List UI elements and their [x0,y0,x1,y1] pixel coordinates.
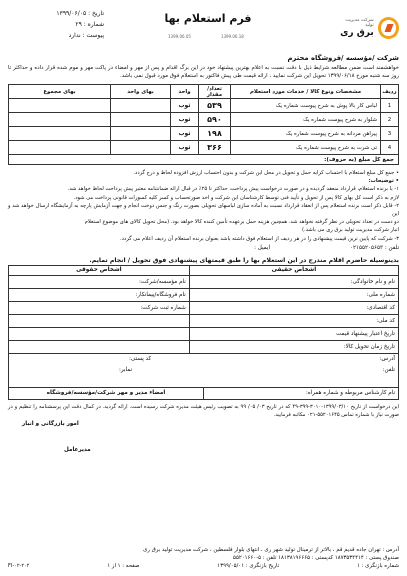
note-line: انبار شرکت مدیریت تولید برق ری می باشد.) [302,227,399,234]
info-field[interactable]: تاریخ زمان تحویل کالا: [189,340,398,353]
footer-postbox: صندوق پستی : ۱۸۷۳۵۳۴۴۱۴ کدپستی : ۱۸۱۳۸۱۹۶۶۶۵ تلفن : ۵-۵۵۲۰۱۶۶۰ [233,555,399,561]
attachment-label: پیوست : ندارد [68,32,104,39]
company-logo [337,8,399,48]
page-number: صفحه : ۱ از ۱ [107,563,140,569]
stamp-dates [168,34,244,39]
table-row [9,99,399,113]
manager-signature-field[interactable]: امضاء مدیر و مهر شرکت/مؤسسه/فروشگاه [46,389,166,396]
row-unit-price[interactable] [111,113,171,127]
phone-label: تلفن: [382,366,395,373]
table-row [9,314,399,327]
note-line: لازم به ذکر است کل بهای کالا پس از تحویل و تأیید فنی توسط کارشناسان این شرکت و اخذ صورتحساب و کسر کلیه کسورات قانونی پرداخت می شود. [73,194,399,201]
row-no: 3 [381,127,399,141]
info-field[interactable]: کد ملی: [189,314,398,327]
row-total-price[interactable] [9,99,111,113]
row-no: 4 [381,141,399,155]
table-row [9,340,399,353]
date-label: تاریخ : ۱۳۹۹/۰۶/۰۵ [56,10,104,17]
row-total-price[interactable] [9,127,111,141]
header-legal-persons: اشخاص حقوقی [9,265,190,275]
row-total-price[interactable] [9,113,111,127]
note-line: • جمع کل مبلغ استعلام با احتساب کرایه حمل و تحویل در محل این شرکت و بدون احتساب ارزش افزوده لحاظ و درج گردد. [133,170,399,176]
row-desc: لباس کار بالا پوش به شرح پیوست شماره یک [231,99,381,113]
logo-name: برق ری [340,28,374,38]
info-field[interactable]: کد اقتصادی: [189,301,398,314]
stamp-date-2: 1399.06.18 [220,34,244,39]
row-qty: ۵۹۰ [199,113,231,127]
page-title: فرم استعلام بها [164,12,252,25]
items-table [8,84,399,155]
address-label: آدرس: [379,355,395,362]
row-desc: شلوار به شرح پیوست شماره یک [231,113,381,127]
postal-code-label: کد پستی: [129,355,152,362]
stamp-date-1: 1399.06.05 [168,34,191,39]
row-total-price[interactable] [9,141,111,155]
document-meta [8,8,104,41]
row-unit: ثوب [171,99,199,113]
header-row-no: ردیف [381,85,399,99]
lightning-logo-icon [378,17,399,39]
row-unit-price[interactable] [111,141,171,155]
table-row [9,113,399,127]
header [8,6,399,52]
info-field[interactable] [9,314,190,327]
table-row [9,141,399,155]
info-field[interactable]: شماره ملی: [189,288,398,301]
fax-label: نمابر: [119,366,133,373]
header-qty: تعداد/ مقدار [199,85,231,99]
items-header-row [9,85,399,99]
contact-email: ایمیل : [254,244,270,251]
note-line: دو دست در تعداد تحویلی در نظر گرفته نخواهد شد. همچنین هزینه حمل برعهده تأمین کننده کالا خواهد بود. (محل تحویل کالای های موضوع استعلام [84,219,399,226]
commitment-statement: بدینوسیله حاضرم اقلام مندرج در این استعلام بها را طبق قیمتهای پیشنهادی فوق تحویل / انجام تمایم. [89,256,399,264]
info-field[interactable]: تاریخ اعتبار پیشنهاد قیمت [189,327,398,340]
row-desc: پیراهن مردانه به شرح پیوست شماره یک [231,127,381,141]
intro-text: خواهشمند است ضمن مطالعه شرایط ذیل با دقت نسبت به اعلام بهترین پیشنهاد خود در این برگ اقدام و پس از مهر و امضاء در پاکت مهر و موم شده قرار داده و حداکثر تا روز سه شنبه مورخ ۱۳۹۹/۰۶/۱۸ تحویل این شرکت نمایید ، ارائه قیمت طی پیش فاکتور به استعلام فوق مورد قبول نمی باشد. [8,65,399,79]
page-footer [8,546,399,570]
info-field[interactable]: نام مؤسسه/شرکت: [9,275,190,288]
row-unit: ثوب [171,141,199,155]
table-row [9,288,399,301]
row-unit: ثوب [171,113,199,127]
commerce-signature: امور بازرگانی و انبار [22,420,79,427]
info-field[interactable] [9,340,190,353]
header-unit-price: بهای واحد [111,85,171,99]
approval-note: این درخواست از تاریخ ۱۳۹۹/۰۳/۱۰-۳۰۱۰-۳۹۹-۴۹ که در تاریخ ۰۳/ ۰۵/ ۹۹ به تصویب رئیس هیئت مدیره شرکت رسیده است. ارائه گردید. در کمال دقت این پرسشنامه را تنظیم و در صورت نیاز با شماره تماس ۵۵۲۰۱۶۴۵-۰۲۱ مکاتبه فرمایید. [8,403,400,418]
signature-area [8,419,399,463]
note-line: ۲- قابل ذکر است برنده استعلام پس از انعقاد قرارداد نسبت به آماده سازی لباسهای تحویلی بصورت رنگ و جنس دوخت انجام و جهت آزمایش پارچه به آزمایشگاه ارسال خواهد شد و این [8,202,399,218]
footer-address: آدرس : تهران جاده قدیم قم ، بالاتر از ترمینال تولید شهر ری ، انتهای بلوار فلسطین ، شرکت مدیریت تولید برق ری [143,547,399,553]
row-unit: ثوب [171,127,199,141]
info-field[interactable]: شماره ثبت شرکت: [9,301,190,314]
revision-date: تاریخ بازنگری : ۱۳۹۹/۰۵/۰۱ [217,563,280,569]
header-natural-persons: اشخاص حقیقی [189,265,398,275]
row-no: 1 [381,99,399,113]
total-in-words[interactable]: جمع کل مبلغ (به حروف): [8,155,399,165]
row-qty: ۵۳۹ [199,99,231,113]
table-row [9,327,399,340]
notes [8,169,399,243]
addressee: شرکت /مؤسسه /فروشگاه محترم [287,54,399,62]
info-field[interactable]: نام فروشگاه/پیمانکار: [9,288,190,301]
row-desc: تی شرت به شرح پیوست شماره یک [231,141,381,155]
signature-box [8,388,399,400]
info-field[interactable] [9,327,190,340]
number-label: شماره : ۲۹ [75,21,104,28]
logo-subtitle: شرکت مدیریت تولید [345,18,374,28]
ceo-signature: مدیرعامل [64,446,91,453]
vendor-info-table [8,265,399,354]
header-total-price: بهای مجموع [9,85,111,99]
header-unit: واحد [171,85,199,99]
row-unit-price[interactable] [111,127,171,141]
note-line: ۳- شرکت که پایین ترین قیمت پیشنهادی را در هر ردیف از استعلام فوق داشته باشد بعنوان برنده استعلام آن ردیف اعلام می گردد. [119,235,399,242]
row-unit-price[interactable] [111,99,171,113]
row-qty: ۳۶۶ [199,141,231,155]
info-field[interactable]: نام و نام خانوادگی: [189,275,398,288]
table-row [9,127,399,141]
row-no: 2 [381,113,399,127]
table-row [9,301,399,314]
contact-info [8,244,399,253]
note-line: • توضیحات: [368,178,399,185]
revision-no: شماره بازنگری : ۱ [357,563,399,569]
form-code: FI-۰۲-۲۰۲ [8,563,30,569]
contact-phone: تلفن : ۰۲۱۵۵۲۰۵۶۵۳ [350,244,399,251]
expert-name-field[interactable]: نام کارشناس مربوطه و شماره همراه: [203,388,398,399]
row-qty: ۱۹۸ [199,127,231,141]
note-line: ۱- با برنده استعلام، قرارداد منعقد گردیده و در صورت درخواست پیش پرداخت، حداکثر تا ۲۵٪ در قبال ارائه ضمانتنامه معتبر پیش پرداخت لحاظ خواهد شد. [67,186,399,193]
header-desc: مشخصات ونوع کالا / خدمات مورد استعلام [231,85,381,99]
table-row [9,275,399,288]
address-box[interactable] [8,354,399,388]
